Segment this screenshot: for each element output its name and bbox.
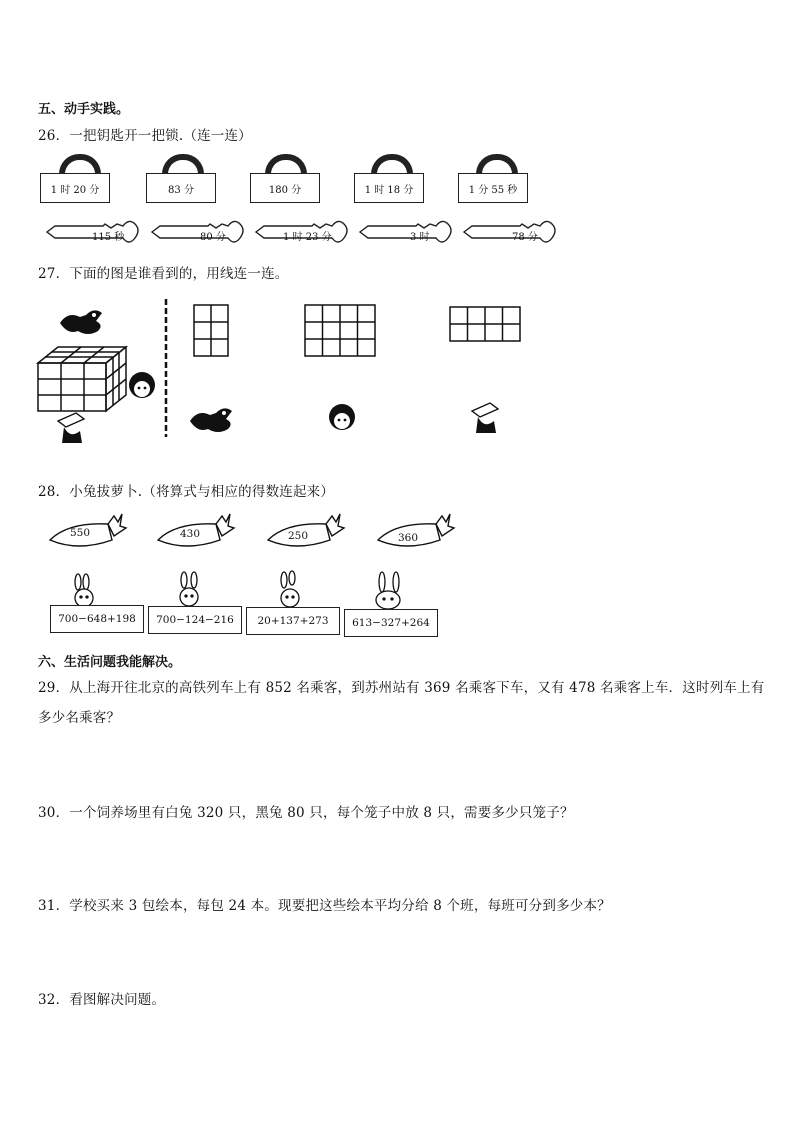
- girl-icon: [329, 404, 355, 430]
- question-31: 31．学校买来 3 包绘本，每包 24 本。现要把这些绘本平均分给 8 个班，每班可分到多少本？: [38, 898, 611, 914]
- rabbit-icon: [75, 574, 93, 607]
- carrot-3-value: 250: [288, 530, 309, 542]
- expression-card-3: 20+137+273: [246, 607, 340, 635]
- boy-icon: [472, 403, 498, 433]
- key-icon: [152, 221, 243, 242]
- question-27: 27．下面的图是谁看到的，用线连一连。: [38, 266, 289, 282]
- view-front-grid: [305, 305, 375, 356]
- girl-icon: [129, 372, 155, 398]
- key-2-label: 80 分: [200, 232, 226, 243]
- expression-card-2: 700−124−216: [148, 606, 242, 634]
- section-5-title: 五、动手实践。: [38, 102, 130, 117]
- question-29-line2: 多少名乘客？: [38, 710, 121, 726]
- view-side-grid: [194, 305, 228, 356]
- lock-4: 1 时 18 分: [354, 173, 424, 203]
- carrot-row: [0, 508, 794, 558]
- carrot-4-value: 360: [398, 532, 419, 544]
- rabbit-icon: [180, 572, 198, 606]
- rabbit-row: [0, 570, 794, 610]
- key-5-label: 78 分: [512, 232, 538, 243]
- rabbit-icon: [376, 572, 400, 609]
- key-3-label: 1 时 23 分: [283, 232, 332, 243]
- question-30: 30．一个饲养场里有白兔 320 只，黑兔 80 只，每个笼子中放 8 只，需要多少只笼子？: [38, 805, 574, 821]
- rabbit-icon: [281, 571, 299, 607]
- lock-5: 1 分 55 秒: [458, 173, 528, 203]
- carrot-2-value: 430: [180, 528, 201, 540]
- expression-card-4: 613−327+264: [344, 609, 438, 637]
- section-6-title: 六、生活问题我能解决。: [38, 655, 182, 670]
- boy-icon: [58, 413, 84, 443]
- key-icon: [464, 221, 555, 242]
- lock-3: 180 分: [250, 173, 320, 203]
- question-26: 26．一把钥匙开一把锁.（连一连）: [38, 128, 252, 144]
- question-29-line1: 29．从上海开往北京的高铁列车上有 852 名乘客，到苏州站有 369 名乘客下车，又有 478 名乘客上车．这时列车上有: [38, 680, 765, 696]
- question-28: 28．小兔拔萝卜.（将算式与相应的得数连起来）: [38, 484, 335, 500]
- view-top-grid: [450, 307, 520, 341]
- cube-block: [38, 347, 126, 411]
- lock-2: 83 分: [146, 173, 216, 203]
- expression-card-1: 700−648+198: [50, 605, 144, 633]
- carrot-1-value: 550: [70, 527, 91, 539]
- question-32: 32．看图解决问题。: [38, 992, 166, 1008]
- bird-icon: [60, 310, 102, 334]
- view-figure: [0, 295, 794, 445]
- bird-icon: [190, 408, 232, 432]
- key-icon: [360, 221, 451, 242]
- key-4-label: 3 时: [410, 232, 430, 243]
- lock-1: 1 时 20 分: [40, 173, 110, 203]
- key-1-label: 115 秒: [92, 232, 125, 243]
